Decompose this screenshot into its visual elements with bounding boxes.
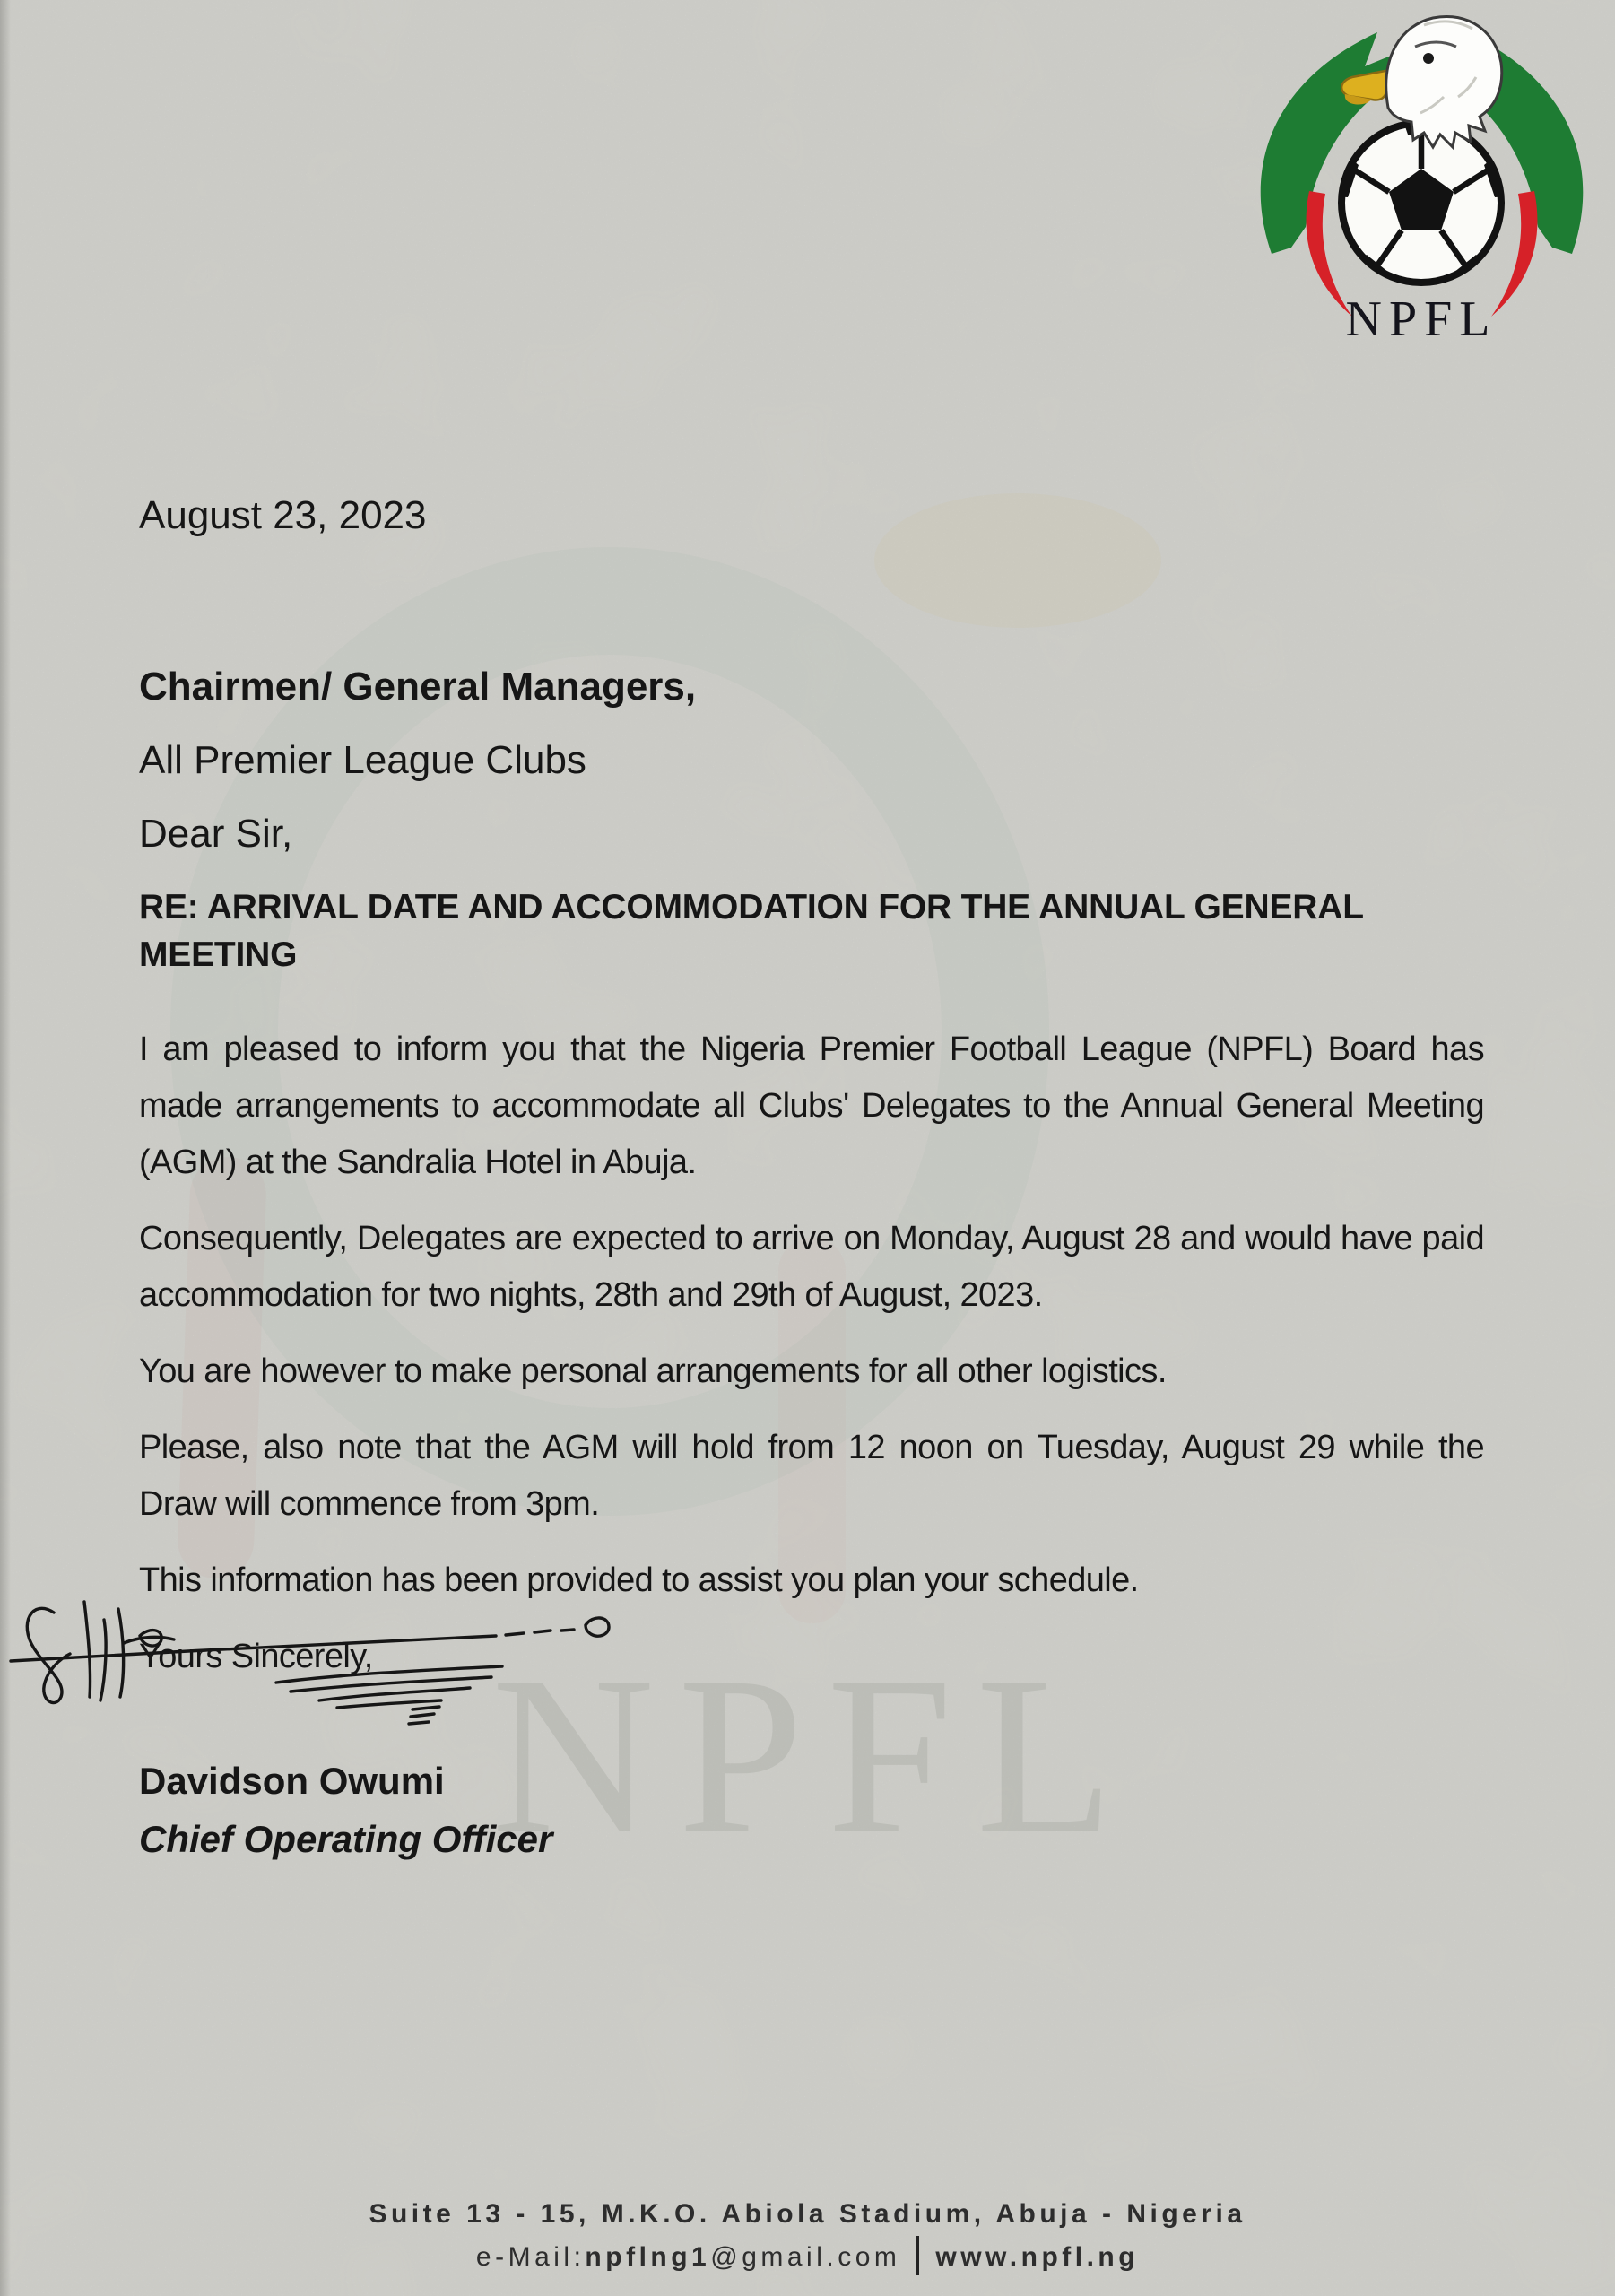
letter-date: August 23, 2023 xyxy=(139,493,427,537)
body-paragraph-2: Consequently, Delegates are expected to arrive on Monday, August 28 and would have paid accommodation for two nights, 28th and 29th of August, 2023. xyxy=(139,1220,1484,1314)
eagle-head-icon xyxy=(1341,16,1502,147)
signer-name: Davidson Owumi xyxy=(139,1760,445,1802)
signature-scribble xyxy=(7,1596,635,1731)
signer-title: Chief Operating Officer xyxy=(139,1818,553,1860)
footer-contact xyxy=(0,2236,1615,2281)
logo-acronym: NPFL xyxy=(1345,291,1498,347)
footer-separator xyxy=(916,2236,919,2275)
recipient-line-1: Chairmen/ General Managers, xyxy=(139,665,697,709)
page-footer xyxy=(0,2199,1615,2281)
email-label: e-Mail: xyxy=(475,2241,586,2272)
email-user: npflng1 xyxy=(585,2241,711,2272)
npfl-logo xyxy=(1245,7,1602,350)
salutation: Dear Sir, xyxy=(139,812,293,856)
subject-line: RE: ARRIVAL DATE AND ACCOMMODATION FOR THE ANNUAL GENERAL MEETING xyxy=(139,888,1364,974)
body-paragraph-5: This information has been provided to assist you plan your schedule. xyxy=(139,1561,1139,1599)
body-paragraph-3: You are however to make personal arrangements for all other logistics. xyxy=(139,1352,1167,1390)
closing-line: Yours Sincerely, xyxy=(139,1638,373,1675)
footer-address: Suite 13 - 15, M.K.O. Abiola Stadium, Abuja - Nigeria xyxy=(369,2199,1246,2229)
recipient-line-2: All Premier League Clubs xyxy=(139,738,586,782)
email-domain: @gmail.com xyxy=(710,2241,901,2272)
body-paragraph-4: Please, also note that the AGM will hold from 12 noon on Tuesday, August 29 while the Draw will commence from 3pm. xyxy=(139,1429,1484,1523)
npfl-text-watermark: NPFL xyxy=(491,1630,1138,1881)
website-url: www.npfl.ng xyxy=(935,2241,1140,2272)
body-paragraph-1: I am pleased to inform you that the Nigeria Premier Football League (NPFL) Board has made arrangements to accommodate all Clubs' Delegates to the Annual General Meeting (AGM) at the Sandralia Hotel in Abuja. xyxy=(139,1031,1484,1181)
